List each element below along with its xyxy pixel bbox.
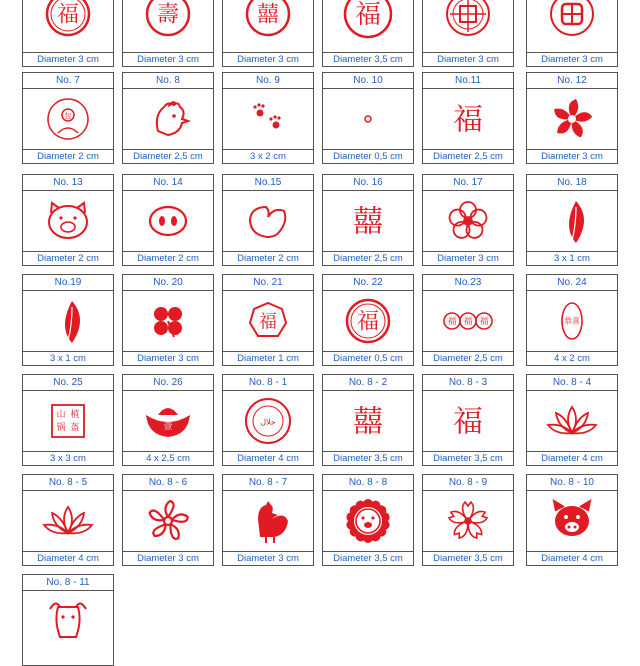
stamp-cell[interactable] [526,174,618,266]
pinwheel-flower-icon [532,89,612,149]
stamp-cell[interactable] [122,0,214,67]
stamp-cell[interactable] [22,72,114,164]
stamp-art [423,291,513,351]
stamp-glyph: 福 [354,0,382,30]
stamp-number: No. 25 [23,375,113,391]
stamp-glyph: 福 [259,311,277,333]
stamp-art [527,89,617,149]
stamp-glyph: 壹 [163,422,173,432]
stamp-cell[interactable] [122,274,214,366]
small-circle-icon [328,89,408,149]
stamp-size: Diameter 2,5 cm [323,251,413,265]
stamp-art [527,491,617,551]
double-happiness-icon [328,191,408,251]
stamp-glyph: 福 [453,102,483,138]
stamp-art [423,391,513,451]
leaf-icon [28,291,108,351]
stamp-size: Diameter 2,5 cm [423,351,513,365]
stamp-cell[interactable] [122,374,214,466]
rooster-head-icon [128,89,208,149]
leaf-icon [532,191,612,251]
stamp-art [423,89,513,149]
stamp-size: Diameter 3 cm [23,52,113,66]
stamp-cell[interactable] [322,0,414,67]
stamp-art [423,0,513,52]
pig-snout-icon [128,191,208,251]
stamp-cell[interactable] [526,0,618,67]
stamp-cell[interactable] [222,0,314,67]
stamp-art [123,0,213,52]
stamp-art [423,491,513,551]
peach-icon [228,191,308,251]
stamp-art [527,391,617,451]
stamp-cell[interactable] [22,374,114,466]
stamp-art [123,491,213,551]
round-shou-seal-icon [128,0,208,44]
stamp-glyph: 福 [356,309,380,335]
ornament-medallion-icon [428,0,508,44]
stamp-glyph: 福 [453,404,483,440]
stamp-art [323,0,413,52]
stamp-art [323,291,413,351]
stamp-cell[interactable] [222,274,314,366]
fu-character-icon [428,391,508,451]
stamp-cell[interactable] [422,474,514,566]
stamp-number: No. 10 [323,73,413,89]
stamp-number: No.23 [423,275,513,291]
stamp-glyph: حلال [260,417,276,427]
stamp-number: No. 22 [323,275,413,291]
stamp-cell[interactable] [22,574,114,666]
stamp-art [23,191,113,251]
stamp-number: No.15 [223,175,313,191]
stamp-size: 3 x 1 cm [23,351,113,365]
stamp-size: Diameter 3 cm [223,551,313,565]
stamp-size: Diameter 2 cm [23,251,113,265]
stamp-size: Diameter 2,5 cm [123,149,213,163]
stamp-size: Diameter 3 cm [123,351,213,365]
stamp-art [23,391,113,451]
stamp-size: Diameter 3 cm [223,52,313,66]
stamp-art [223,491,313,551]
stamp-art [223,0,313,52]
stamp-size: Diameter 3 cm [527,149,617,163]
stamp-art [23,291,113,351]
stamp-cell[interactable] [322,174,414,266]
stamp-size: 4 x 2 cm [527,351,617,365]
stamp-cell[interactable] [222,72,314,164]
stamp-cell[interactable] [526,274,618,366]
sakura-flower-icon [428,491,508,551]
pig-head-icon [532,491,612,551]
stamp-art [123,89,213,149]
triple-seal-icon [428,291,508,351]
stamp-size: Diameter 4 cm [223,451,313,465]
lotus-icon [28,491,108,551]
stamp-cell[interactable] [222,474,314,566]
stamp-cell[interactable] [322,72,414,164]
stamp-cell[interactable] [526,474,618,566]
stamp-art [423,191,513,251]
stamp-cell[interactable] [22,174,114,266]
stamp-art [123,291,213,351]
stamp-size: Diameter 0,5 cm [323,351,413,365]
stamp-cell[interactable] [322,374,414,466]
stamp-glyph: 恭喜 [564,316,580,326]
stamp-cell[interactable] [526,374,618,466]
stamp-art [223,89,313,149]
stamp-size: Diameter 2,5 cm [423,149,513,163]
stamp-cell[interactable] [422,174,514,266]
stamp-number: No. 8 - 10 [527,475,617,491]
svg-text:福: 福 [463,317,473,327]
stamp-art [323,191,413,251]
stamp-number: No.19 [23,275,113,291]
lion-face-icon [328,491,408,551]
stamp-size: Diameter 3,5 cm [323,451,413,465]
stamp-cell[interactable] [322,274,414,366]
stamp-size: Diameter 0,5 cm [323,149,413,163]
stamp-number: No. 9 [223,73,313,89]
stamp-number: No. 20 [123,275,213,291]
stamp-size: Diameter 3 cm [123,52,213,66]
stamp-size: Diameter 3 cm [527,52,617,66]
stamp-cell[interactable] [122,72,214,164]
square-seal-icon [28,391,108,451]
stamp-number: No. 8 - 4 [527,375,617,391]
rooster-icon [228,491,308,551]
stamp-size: Diameter 3,5 cm [323,551,413,565]
stamp-number: No. 24 [527,275,617,291]
svg-text:山: 山 [56,410,66,420]
stamp-glyph: 囍 [256,2,280,28]
paw-prints-icon [228,89,308,149]
stamp-size: Diameter 2 cm [123,251,213,265]
stamp-art [527,0,617,52]
gold-ingot-icon [128,391,208,451]
stamp-number: No. 8 - 7 [223,475,313,491]
stamp-art [23,591,113,651]
stamp-glyph: 福 [56,2,80,28]
stamp-cell[interactable] [422,274,514,366]
stamp-cell[interactable] [122,474,214,566]
stamp-cell[interactable] [22,0,114,67]
stamp-glyph: 囍 [353,204,383,240]
stamp-number: No. 18 [527,175,617,191]
stamp-number: No. 7 [23,73,113,89]
stamp-size: Diameter 3 cm [123,551,213,565]
stamp-size: 3 x 1 cm [527,251,617,265]
stamp-art [23,491,113,551]
pig-face-icon [28,191,108,251]
stamp-number: No. 8 - 9 [423,475,513,491]
stamp-number: No. 26 [123,375,213,391]
stamp-art [123,391,213,451]
stamp-size: Diameter 2 cm [223,251,313,265]
double-happiness-icon [328,391,408,451]
svg-text:盔: 盔 [70,423,80,433]
stamp-number: No. 8 - 6 [123,475,213,491]
stamp-number: No. 21 [223,275,313,291]
svg-text:锅: 锅 [56,423,66,433]
stamp-number: No. 8 - 1 [223,375,313,391]
svg-text:福: 福 [479,317,489,327]
stamp-size: Diameter 3,5 cm [323,52,413,66]
stamp-size: Diameter 3 cm [423,52,513,66]
stamp-art [527,191,617,251]
round-fu-seal-icon [28,0,108,44]
lotus-icon [532,391,612,451]
stamp-size: 3 x 2 cm [223,149,313,163]
stamp-art [527,291,617,351]
child-face-icon [28,89,108,149]
stamp-size: Diameter 4 cm [23,551,113,565]
fu-badge-icon [228,291,308,351]
swirl-flower-icon [128,491,208,551]
svg-text:福: 福 [447,317,457,327]
stamp-size: Diameter 4 cm [527,451,617,465]
stamp-number: No. 12 [527,73,617,89]
stamp-cell[interactable] [422,0,514,67]
knot-medallion-icon [532,0,612,44]
round-fu-seal-large-icon [328,0,408,44]
stamp-glyph: 囍 [353,404,383,440]
stamp-size: 3 x 3 cm [23,451,113,465]
stamp-size: Diameter 3,5 cm [423,551,513,565]
stamp-cell[interactable] [422,72,514,164]
stamp-size: Diameter 2 cm [23,149,113,163]
stamp-art [323,89,413,149]
stamp-art [23,0,113,52]
stamp-art [223,291,313,351]
stamp-art [223,391,313,451]
stamp-glyph: 壽 [156,2,180,28]
stamp-number: No. 13 [23,175,113,191]
stamp-number: No. 8 - 5 [23,475,113,491]
stamp-art [223,191,313,251]
round-xi-seal-icon [228,0,308,44]
stamp-size: Diameter 1 cm [223,351,313,365]
stamp-cell[interactable] [422,374,514,466]
stamp-number: No. 8 [123,73,213,89]
stamp-size: 4 x 2,5 cm [123,451,213,465]
halal-seal-icon [228,391,308,451]
stamp-number: No. 17 [423,175,513,191]
fu-character-icon [428,89,508,149]
stamp-art [323,391,413,451]
stamp-number: No.11 [423,73,513,89]
svg-text:植: 植 [70,410,80,420]
stamp-cell[interactable] [526,72,618,164]
svg-text:包: 包 [64,112,72,120]
plum-blossom-icon [428,191,508,251]
stamp-cell[interactable] [222,174,314,266]
round-fu-seal-icon [328,291,408,351]
stamp-cell[interactable] [122,174,214,266]
stamp-size: Diameter 4 cm [527,551,617,565]
stamp-number: No. 16 [323,175,413,191]
four-leaf-clover-icon [128,291,208,351]
stamp-size: Diameter 3,5 cm [423,451,513,465]
stamp-number: No. 8 - 8 [323,475,413,491]
stamp-number: No. 8 - 2 [323,375,413,391]
ox-head-icon [28,591,108,651]
stamp-number: No. 14 [123,175,213,191]
stamp-cell[interactable] [22,274,114,366]
stamp-cell[interactable] [322,474,414,566]
stamp-number: No. 8 - 11 [23,575,113,591]
stamp-art [323,491,413,551]
stamp-number: No. 8 - 3 [423,375,513,391]
oval-seal-icon [532,291,612,351]
stamp-size: Diameter 3 cm [423,251,513,265]
stamp-cell[interactable] [22,474,114,566]
stamp-art [23,89,113,149]
stamp-art [123,191,213,251]
stamp-cell[interactable] [222,374,314,466]
